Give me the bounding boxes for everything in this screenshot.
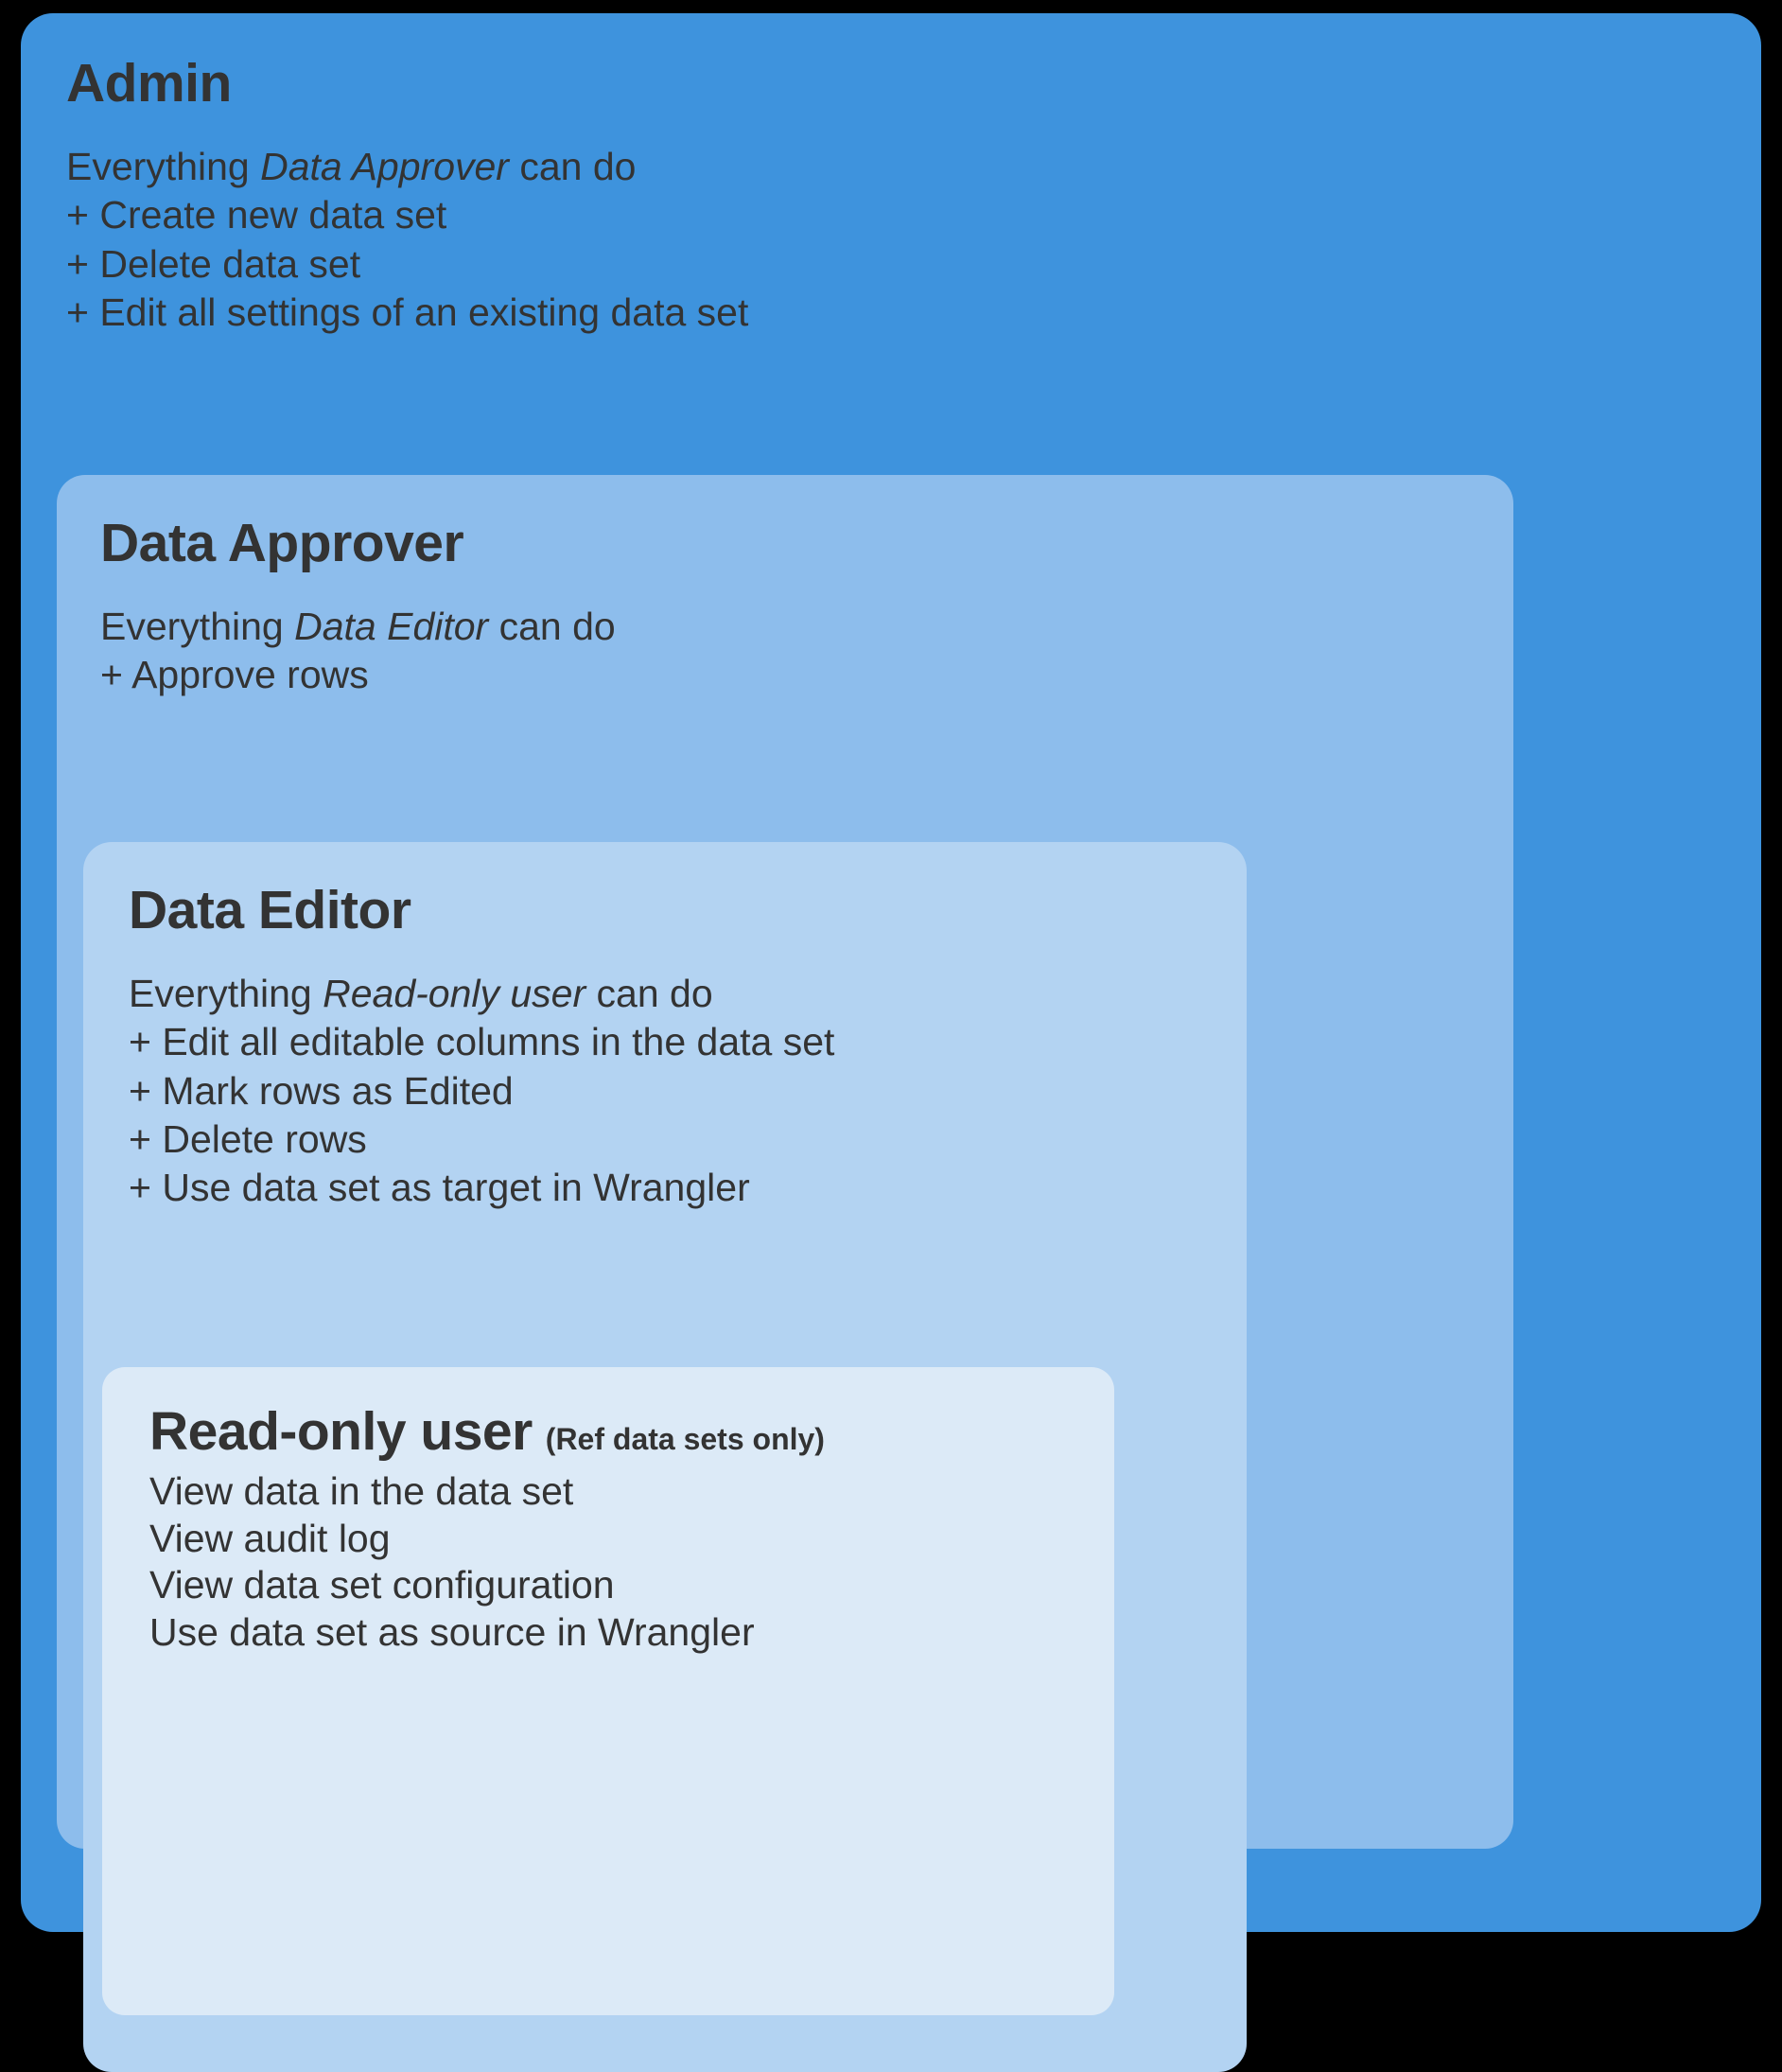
line-prefix: + Create new data set (66, 193, 447, 237)
level-lines-data-editor (129, 970, 1247, 1212)
permission-level-admin (21, 13, 1761, 1932)
level-line (149, 1562, 1114, 1609)
line-prefix: + Mark rows as Edited (129, 1068, 514, 1113)
line-prefix: + Delete data set (66, 241, 361, 286)
line-prefix: + Edit all settings of an existing data set (66, 290, 749, 334)
line-emphasis: Data Approver (260, 145, 509, 188)
level-line (66, 191, 1761, 239)
level-line (100, 603, 1513, 651)
line-emphasis: Data Editor (294, 605, 489, 648)
permission-level-data-approver (57, 475, 1513, 1849)
level-title-admin: Admin (66, 53, 232, 114)
level-line (66, 240, 1761, 289)
level-title-data-editor: Data Editor (129, 880, 411, 940)
permission-level-read-only-user (102, 1367, 1114, 2015)
level-line (66, 289, 1761, 337)
level-line (129, 1115, 1247, 1164)
line-prefix: + Approve rows (100, 653, 369, 697)
level-line (66, 143, 1761, 191)
line-prefix: Everything (129, 972, 323, 1015)
line-prefix: View audit log (149, 1516, 391, 1560)
line-prefix: + Edit all editable columns in the data set (129, 1020, 835, 1064)
level-lines-data-approver (100, 603, 1513, 700)
line-prefix: View data set configuration (149, 1563, 615, 1607)
level-line (129, 1164, 1247, 1212)
level-title-note: (Ref data sets only) (545, 1422, 825, 1456)
line-prefix: Everything (66, 145, 261, 188)
line-emphasis: Read-only user (323, 972, 586, 1015)
level-line (129, 970, 1247, 1018)
level-line (129, 1018, 1247, 1066)
level-title-data-approver: Data Approver (100, 513, 464, 573)
level-line (149, 1516, 1114, 1563)
line-suffix: can do (585, 972, 713, 1015)
line-prefix: Use data set as source in Wrangler (149, 1609, 755, 1654)
line-prefix: + Use data set as target in Wrangler (129, 1166, 750, 1209)
level-lines-read-only-user (149, 1468, 1114, 1656)
level-line (149, 1468, 1114, 1516)
level-title-text: Read-only user (149, 1401, 533, 1462)
level-lines-admin (66, 143, 1761, 337)
level-line (129, 1067, 1247, 1115)
line-prefix: + Delete rows (129, 1116, 367, 1161)
line-prefix: Everything (100, 605, 295, 648)
line-suffix: can do (488, 605, 616, 648)
level-line (100, 651, 1513, 699)
permission-level-data-editor (83, 842, 1247, 2072)
line-prefix: View data in the data set (149, 1469, 574, 1513)
level-line (149, 1609, 1114, 1657)
line-suffix: can do (508, 145, 637, 188)
level-title-read-only-user (149, 1401, 1114, 1462)
